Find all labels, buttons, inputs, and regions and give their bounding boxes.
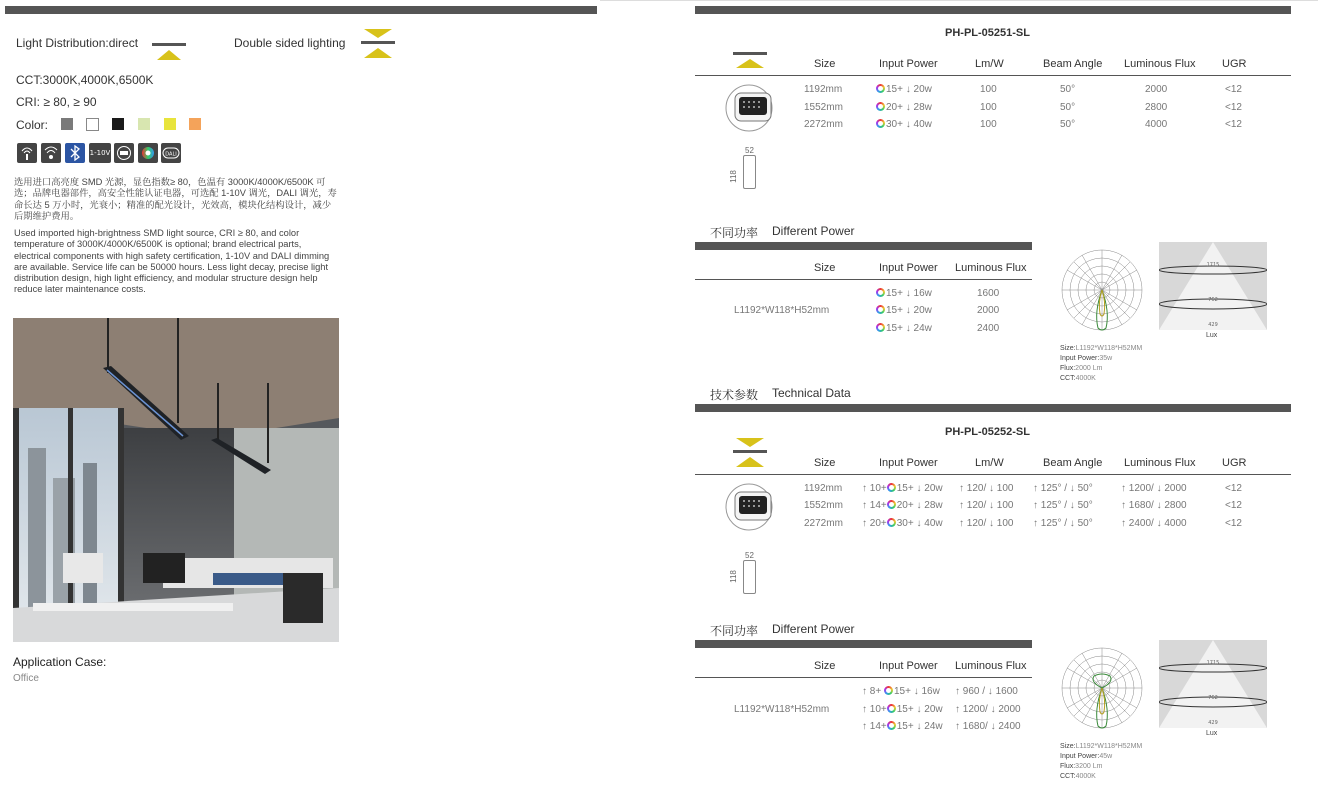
- col-input-power: Input Power: [879, 457, 938, 469]
- dimming-1-10v-icon: 1-10V: [89, 143, 111, 163]
- svg-text:762: 762: [1208, 695, 1218, 701]
- dim-height: 118: [728, 570, 738, 583]
- page-divider: [600, 0, 1318, 1]
- polar-light-distribution-diagram: [1054, 640, 1154, 738]
- dimension-drawing: [743, 155, 756, 189]
- cell-ugr: <12: [1225, 84, 1242, 95]
- col-luminous-flux: Luminous Flux: [955, 660, 1027, 672]
- cell-ugr: <12: [1225, 483, 1242, 494]
- cell-power: 20+ ↓ 28w: [876, 102, 932, 113]
- color-swatch-grey: [61, 118, 73, 130]
- cell-power: ↑ 14+ 20+ ↓ 28w: [862, 500, 943, 511]
- technical-data-en: Technical Data: [772, 386, 851, 400]
- cell-power: 15+ ↓ 16w: [876, 288, 932, 299]
- technical-data-cn: 技术参数: [710, 388, 759, 402]
- top-bar-left: [5, 6, 597, 14]
- color-swatch-black: [112, 118, 124, 130]
- col-size: Size: [814, 262, 836, 274]
- model-title-1: PH-PL-05251-SL: [945, 27, 1030, 39]
- cell-flux: ↑ 1680/ ↓ 2400: [955, 721, 1021, 732]
- lux-illuminance-diagram: [1159, 242, 1267, 330]
- cell-beam: ↑ 125° / ↓ 50°: [1033, 483, 1093, 494]
- cell-beam: ↑ 125° / ↓ 50°: [1033, 500, 1093, 511]
- cell-power: ↑ 10+ 15+ ↓ 20w: [862, 704, 943, 715]
- col-input-power: Input Power: [879, 660, 938, 672]
- cell-power: ↑ 8+ 15+ ↓ 16w: [862, 686, 940, 697]
- rgb-ring-icon: [887, 483, 896, 492]
- col-size: Size: [814, 58, 836, 70]
- color-swatch-white: [86, 118, 99, 131]
- col-lmw: Lm/W: [975, 457, 1004, 469]
- cell-ugr: <12: [1225, 102, 1242, 113]
- rgb-ring-icon: [876, 323, 885, 332]
- cell-power: ↑ 14+ 15+ ↓ 24w: [862, 721, 943, 732]
- col-input-power: Input Power: [879, 262, 938, 274]
- lux-label: Lux: [1206, 332, 1218, 339]
- direct-distribution-icon: [733, 50, 769, 70]
- dali2-icon: [161, 143, 181, 163]
- cell-ugr: <12: [1225, 518, 1242, 529]
- rgb-ring-icon: [887, 721, 896, 730]
- col-beam-angle: Beam Angle: [1043, 58, 1103, 70]
- cell-flux: 2800: [1145, 102, 1168, 113]
- color-label: Color:: [16, 118, 49, 132]
- rgb-ring-icon: [876, 305, 885, 314]
- cell-ugr: <12: [1225, 119, 1242, 130]
- dim-height: 118: [728, 170, 738, 183]
- svg-text:429: 429: [1208, 322, 1218, 328]
- lux-label: Lux: [1206, 730, 1218, 737]
- cell-power: 30+ ↓ 40w: [876, 119, 932, 130]
- different-power-en: Different Power: [772, 622, 855, 636]
- rgb-ring-icon: [876, 119, 885, 128]
- cell-flux: 2400: [977, 323, 1000, 334]
- col-luminous-flux: Luminous Flux: [1124, 457, 1196, 469]
- rgb-ring-icon: [876, 288, 885, 297]
- cell-size: 2272mm: [804, 119, 843, 130]
- cell-size: 1552mm: [804, 500, 843, 511]
- rgb-ring-icon: [876, 84, 885, 93]
- light-distribution-label: Light Distribution:direct: [16, 36, 139, 50]
- col-ugr: UGR: [1222, 58, 1247, 70]
- svg-text:429: 429: [1208, 720, 1218, 726]
- col-size: Size: [814, 660, 836, 672]
- top-bar-right: [695, 6, 1291, 14]
- rgb-ring-icon: [887, 704, 896, 713]
- cell-flux: 2000: [1145, 84, 1168, 95]
- variant-size: L1192*W118*H52mm: [734, 305, 830, 316]
- col-luminous-flux: Luminous Flux: [955, 262, 1027, 274]
- different-power-cn: 不同功率: [710, 226, 759, 240]
- rgb-ring-icon: [884, 686, 893, 695]
- header-divider: [695, 279, 1032, 280]
- double-sided-label: Double sided lighting: [234, 36, 346, 50]
- office-application-photo: [13, 318, 339, 642]
- cell-flux: 4000: [1145, 119, 1168, 130]
- svg-text:1715: 1715: [1206, 262, 1220, 268]
- spec-block: Size:L1192*W118*H52MM Input Power:45w Flux:3200 Lm CCT:4000K: [1060, 743, 1143, 780]
- rgb-ring-icon: [887, 500, 896, 509]
- dim-width: 52: [745, 146, 754, 155]
- dim-width: 52: [745, 551, 754, 560]
- svg-text:1715: 1715: [1206, 660, 1220, 666]
- col-ugr: UGR: [1222, 457, 1247, 469]
- cell-power: ↑ 10+ 15+ ↓ 20w: [862, 483, 943, 494]
- cell-size: 1552mm: [804, 102, 843, 113]
- svg-text:DALI: DALI: [165, 151, 177, 158]
- cell-power: 15+ ↓ 20w: [876, 84, 932, 95]
- cell-beam: ↑ 125° / ↓ 50°: [1033, 518, 1093, 529]
- col-luminous-flux: Luminous Flux: [1124, 58, 1196, 70]
- cct-label: CCT:3000K,4000K,6500K: [16, 73, 154, 87]
- cell-lmw: 100: [980, 84, 997, 95]
- double-sided-distribution-icon: [361, 28, 397, 60]
- cell-flux: ↑ 1200/ ↓ 2000: [1121, 483, 1187, 494]
- dimension-drawing: [743, 560, 756, 594]
- cri-label: CRI: ≥ 80, ≥ 90: [16, 95, 97, 109]
- cell-size: 2272mm: [804, 518, 843, 529]
- cell-lmw: ↑ 120/ ↓ 100: [959, 483, 1014, 494]
- color-swatch-orange: [189, 118, 201, 130]
- lux-illuminance-diagram: [1159, 640, 1267, 728]
- section-bar: [695, 640, 1032, 648]
- cell-beam: 50°: [1060, 102, 1076, 113]
- color-swatch-yellow: [164, 118, 176, 130]
- spec-block: Size:L1192*W118*H52MM Input Power:35w Flux:2000 Lm CCT:4000K: [1060, 345, 1143, 382]
- cell-size: 1192mm: [804, 483, 843, 494]
- polar-light-distribution-diagram: [1054, 242, 1154, 340]
- cell-beam: 50°: [1060, 119, 1076, 130]
- section-bar: [695, 404, 1291, 412]
- cell-flux: ↑ 1680/ ↓ 2800: [1121, 500, 1187, 511]
- description-en: Used imported high-brightness SMD light source, CRI ≥ 80, and color temperature of 3000K/4000K/6500K is optional; brand electrical parts, electrical components with high safety certification, 1-10V and DALI dimming are available. Service life can be 50000 hours. Less light decay, precise light distribution design, high light efficiency, and modular structure design help reduce later maintenance costs.: [14, 228, 330, 295]
- cell-lmw: 100: [980, 119, 997, 130]
- double-sided-distribution-icon: [733, 437, 769, 469]
- svg-text:762: 762: [1208, 297, 1218, 303]
- cell-flux: 2000: [977, 305, 1000, 316]
- direct-distribution-icon: [152, 40, 188, 62]
- application-case-value: Office: [13, 673, 39, 684]
- cell-ugr: <12: [1225, 500, 1242, 511]
- cell-power: ↑ 20+ 30+ ↓ 40w: [862, 518, 943, 529]
- cell-beam: 50°: [1060, 84, 1076, 95]
- rgb-ring-icon: [887, 518, 896, 527]
- wireless-icon: [17, 143, 37, 163]
- cell-power: 15+ ↓ 24w: [876, 323, 932, 334]
- col-beam-angle: Beam Angle: [1043, 457, 1103, 469]
- variant-size: L1192*W118*H52mm: [734, 704, 830, 715]
- product-profile-image: [725, 482, 777, 532]
- col-size: Size: [814, 457, 836, 469]
- model-title-2: PH-PL-05252-SL: [945, 426, 1030, 438]
- cell-flux: ↑ 2400/ ↓ 4000: [1121, 518, 1187, 529]
- col-lmw: Lm/W: [975, 58, 1004, 70]
- section-bar: [695, 242, 1032, 250]
- cell-flux: 1600: [977, 288, 1000, 299]
- header-divider: [695, 677, 1032, 678]
- header-divider: [695, 75, 1291, 76]
- color-swatch-light-green: [138, 118, 150, 130]
- dali-icon: [114, 143, 134, 163]
- product-profile-image: [725, 83, 777, 133]
- different-power-en: Different Power: [772, 224, 855, 238]
- cell-power: 15+ ↓ 20w: [876, 305, 932, 316]
- header-divider: [695, 474, 1291, 475]
- cell-lmw: 100: [980, 102, 997, 113]
- cell-flux: ↑ 1200/ ↓ 2000: [955, 704, 1021, 715]
- rgb-ring-icon: [876, 102, 885, 111]
- rgb-icon: [138, 143, 158, 163]
- description-cn: 选用进口高亮度 SMD 光源，显色指数≥ 80，色温有 3000K/4000K/6500K 可选；品牌电器部件，高安全性能认证电器，可选配 1-10V 调光，DALI 调光，寿命长达 5 万小时，光衰小；精准的配光设计，光效高，模块化结构设计，减少后期维护费用。: [14, 177, 337, 221]
- application-case-title: Application Case:: [13, 655, 107, 669]
- different-power-cn: 不同功率: [710, 624, 759, 638]
- cell-size: 1192mm: [804, 84, 843, 95]
- cell-lmw: ↑ 120/ ↓ 100: [959, 500, 1014, 511]
- sensor-icon: [41, 143, 61, 163]
- bluetooth-icon: [65, 143, 85, 163]
- col-input-power: Input Power: [879, 58, 938, 70]
- cell-lmw: ↑ 120/ ↓ 100: [959, 518, 1014, 529]
- cell-flux: ↑ 960 / ↓ 1600: [955, 686, 1018, 697]
